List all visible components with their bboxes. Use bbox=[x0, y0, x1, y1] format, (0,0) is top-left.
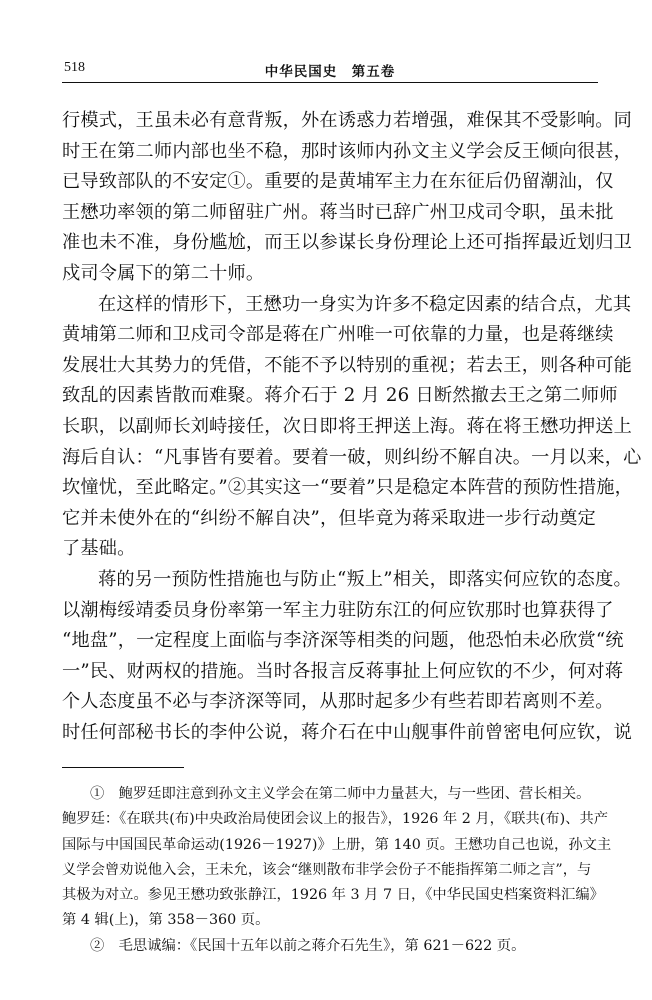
text-line: 个人态度虽不必与李济深等同，从那时起多少有些若即若离则不差。 bbox=[62, 691, 614, 713]
footnotes bbox=[62, 782, 612, 959]
footnote-line: ② 毛思诚编：《民国十五年以前之蒋介石先生》，第 621－622 页。 bbox=[90, 937, 526, 954]
text-line: 已导致部队的不安定①。重要的是黄埔军主力在东征后仍留潮汕，仅 bbox=[62, 171, 614, 193]
text-line: 海后自认：“凡事皆有要着。要着一破，则纠纷不解自决。一月以来，心 bbox=[62, 446, 642, 468]
footnote-line: 国际与中国国民革命运动(1926－1927)》上册，第 140 页。王懋功自己也说，孙文主 bbox=[62, 836, 612, 853]
footnote-line: 第 4 辑(上)，第 358－360 页。 bbox=[62, 912, 270, 929]
text-line: 长职，以副师长刘峙接任，次日即将王押送上海。蒋在将王懋功押送上 bbox=[62, 415, 633, 437]
text-line: 时任何部秘书长的李仲公说，蒋介石在中山舰事件前曾密电何应钦，说 bbox=[62, 721, 633, 743]
footnote-line: 鲍罗廷：《在联共(布)中央政治局使团会议上的报告》，1926 年 2 月，《联共(布)、共产 bbox=[62, 811, 609, 828]
text-line: 坎憧忧，至此略定。”②其实这一“要着”只是稳定本阵营的预防性措施， bbox=[62, 477, 634, 499]
footnote-line: ① 鲍罗廷即注意到孙文主义学会在第二师中力量甚大，与一些团、营长相关。 bbox=[90, 786, 591, 802]
text-line: 黄埔第二师和卫戍司令部是蒋在广州唯一可依靠的力量，也是蒋继续 bbox=[62, 324, 614, 346]
text-line: 行模式，王虽未必有意背叛，外在诱惑力若增强，难保其不受影响。同 bbox=[62, 110, 633, 131]
book-title: 中华民国史 第五卷 bbox=[264, 64, 396, 80]
paragraph-2 bbox=[62, 290, 642, 565]
paragraph-3 bbox=[62, 565, 633, 749]
text-line: 时王在第二师内部也坐不稳，那时该师内孙文主义学会反王倾向很甚， bbox=[62, 140, 633, 162]
footnote-line: 义学会曾劝说他入会，王未允，该会“继则散布非学会份子不能指挥第二师之言”，与 bbox=[62, 861, 592, 878]
text-line: 蒋的另一预防性措施也与防止“叛上”相关，即落实何应钦的态度。 bbox=[98, 568, 632, 590]
text-line: 了基础。 bbox=[62, 538, 136, 560]
footnote-line: 其极为对立。参见王懋功致张静江，1926 年 3 月 7 日，《中华民国史档案资料汇编》 bbox=[62, 887, 604, 904]
text-line: 一”民、财两权的措施。当时各报言反蒋事扯上何应钦的不少，何对蒋 bbox=[62, 660, 624, 682]
main-text bbox=[62, 106, 642, 748]
page-number: 518 bbox=[64, 60, 85, 75]
footnote-1 bbox=[62, 782, 612, 934]
text-line: 王懋功率领的第二师留驻广州。蒋当时已辞广州卫戍司令职，虽未批 bbox=[62, 201, 614, 223]
running-header bbox=[62, 58, 598, 83]
text-line: 发展壮大其势力的凭借，不能不予以特别的重视；若去王，则各种可能 bbox=[62, 354, 633, 376]
text-line: 以潮梅绥靖委员身份率第一军主力驻防东江的何应钦那时也算获得了 bbox=[62, 599, 614, 621]
footnote-divider bbox=[62, 767, 184, 768]
text-line: 在这样的情形下，王懋功一身实为许多不稳定因素的结合点，尤其 bbox=[98, 293, 632, 315]
text-line: 致乱的因素皆散而难聚。蒋介石于 2 月 26 日断然撤去王之第二师师 bbox=[62, 385, 618, 407]
text-line: “地盘”，一定程度上面临与李济深等相类的问题，他恐怕未必欣赏“统 bbox=[62, 630, 624, 652]
footnote-2 bbox=[62, 934, 602, 959]
text-line: 准也未不准，身份尴尬，而王以参谋长身份理论上还可指挥最近划归卫 bbox=[62, 232, 633, 254]
text-line: 它并未使外在的“纠纷不解自决”，但毕竟为蒋采取进一步行动奠定 bbox=[62, 507, 596, 529]
paragraph-1 bbox=[62, 106, 633, 290]
text-line: 戍司令属下的第二十师。 bbox=[62, 262, 265, 284]
